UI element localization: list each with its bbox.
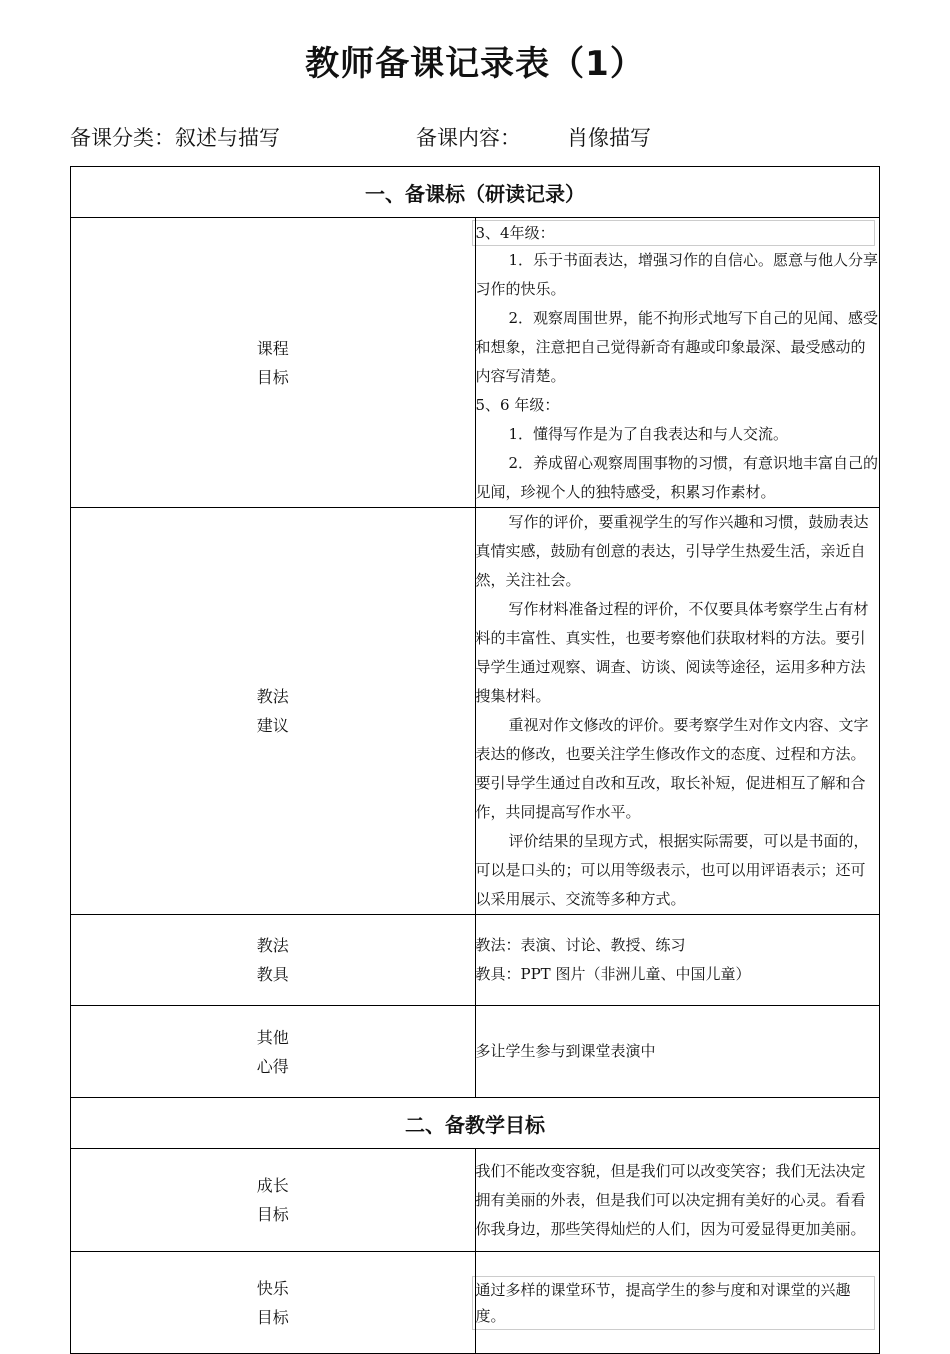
section2-heading: 二、备教学目标 <box>71 1098 880 1149</box>
growth-goal-text: 我们不能改变容貌，但是我们可以改变笑容；我们无法决定拥有美丽的外表，但是我们可以决定拥有美好的心灵。看看你我身边，那些笑得灿烂的人们，因为可爱显得更加美丽。 <box>475 1161 866 1238</box>
course-goals-label: 课程 目标 <box>71 218 476 508</box>
other-notes-text: 多让学生参与到课堂表演中 <box>475 1042 656 1060</box>
suggestion-para2: 写作材料准备过程的评价，不仅要具体考察学生占有材料的丰富性、真实性，也要考察他们获取材料的方法。要引导学生通过观察、调查、访谈、阅读等途径，运用多种方法搜集材料。 <box>475 600 869 705</box>
category-label: 备课分类： <box>70 126 175 150</box>
g56-item1: 1．懂得写作是为了自我表达和与人交流。 <box>508 425 789 443</box>
happy-goal-content <box>475 1252 880 1354</box>
section1-heading: 一、备课标（研读记录） <box>71 167 880 218</box>
growth-goal-label: 成长 目标 <box>71 1149 476 1252</box>
suggestion-para3: 重视对作文修改的评价。要考察学生对作文内容、文字表达的修改，也要关注学生修改作文的态度、过程和方法。要引导学生通过自改和互改，取长补短，促进相互了解和合作，共同提高写作水平。 <box>475 716 869 821</box>
course-goals-content <box>475 218 880 508</box>
grade56-heading: 5、6 年级： <box>475 396 560 414</box>
methods-line: 教法：表演、讨论、教授、练习 <box>475 936 686 954</box>
methods-tools-label: 教法 教具 <box>71 915 476 1006</box>
teaching-suggestions-label: 教法 建议 <box>71 508 476 915</box>
happy-goal-text: 通过多样的课堂环节，提高学生的参与度和对课堂的兴趣度。 <box>472 1276 876 1330</box>
g34-item2: 2．观察周围世界，能不拘形式地写下自己的见闻、感受和想象，注意把自己觉得新奇有趣或印象最深、最受感动的内容写清楚。 <box>475 309 879 385</box>
methods-tools-content <box>475 915 880 1006</box>
g56-item2: 2．养成留心观察周围事物的习惯，有意识地丰富自己的见闻，珍视个人的独特感受，积累习作素材。 <box>475 454 879 501</box>
grade34-heading: 3、4年级： <box>472 220 876 246</box>
category-value: 叙述与描写 <box>175 126 280 150</box>
content-row <box>416 122 651 152</box>
content-label: 备课内容： <box>416 126 521 150</box>
growth-goal-content <box>475 1149 880 1252</box>
lesson-record-table <box>70 166 880 1354</box>
teaching-suggestions-content <box>475 508 880 915</box>
suggestion-para1: 写作的评价，要重视学生的写作兴趣和习惯，鼓励表达真情实感，鼓励有创意的表达，引导学生热爱生活，亲近自然，关注社会。 <box>475 513 869 589</box>
happy-goal-label: 快乐 目标 <box>71 1252 476 1354</box>
other-notes-content <box>475 1006 880 1098</box>
page-title: 教师备课记录表（1） <box>305 44 645 84</box>
category-row <box>70 122 280 152</box>
content-value: 肖像描写 <box>567 126 651 150</box>
g34-item1: 1．乐于书面表达，增强习作的自信心。愿意与他人分享习作的快乐。 <box>475 251 879 298</box>
other-notes-label: 其他 心得 <box>71 1006 476 1098</box>
suggestion-para4: 评价结果的呈现方式，根据实际需要，可以是书面的，可以是口头的；可以用等级表示，也可以用评语表示；还可以采用展示、交流等多种方式。 <box>475 832 869 908</box>
tools-line: 教具：PPT 图片（非洲儿童、中国儿童） <box>475 965 751 983</box>
